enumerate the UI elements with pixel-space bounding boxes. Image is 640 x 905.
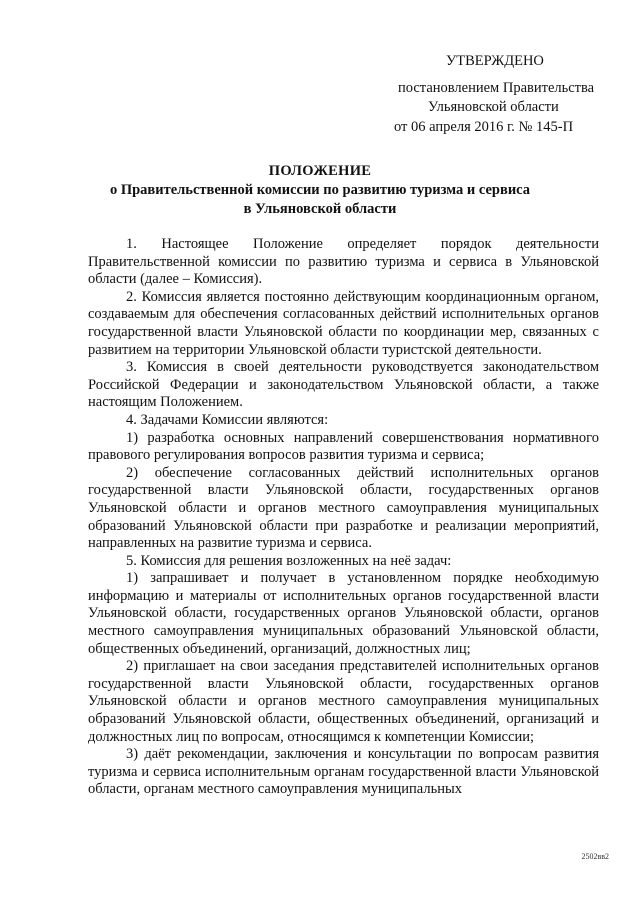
document-body xyxy=(88,236,599,799)
paragraph: 3) даёт рекомендации, заключения и консультации по вопросам развития туризма и сервиса исполнительным органам государственной власти Ульяновской области, органам местного самоуправления муниципальных xyxy=(88,746,599,798)
approval-line-1: постановлением Правительства xyxy=(398,80,595,96)
paragraph: 2) приглашает на свои заседания представителей исполнительных органов государственной власти Ульяновской области, государственных органов Ульяновской области и органов местного самоуправления муниципальных образований Ульяновской области, общественных объединений, организаций и должностных лиц по вопросам, относящимся к компетенции Комиссии; xyxy=(88,658,599,745)
footer-code: 2502вв2 xyxy=(581,852,609,861)
paragraph: 2) обеспечение согласованных действий исполнительных органов государственной власти Ульяновской области, государственных органов Ульяновской области и органов местного самоуправления муниципальных образований Ульяновской области при разработке и реализации мероприятий, направленных на развитие туризма и сервиса. xyxy=(88,464,599,552)
paragraph: 1) запрашивает и получает в установленном порядке необходимую информацию и материалы от исполнительных органов государственной власти Ульяновской области, государственных органов Ульяновской области, органов местного самоуправления муниципальных образований Ульяновской области, общественных объединений, организаций, должностных лиц; xyxy=(88,570,599,657)
paragraph: 2. Комиссия является постоянно действующим координационным органом, создаваемым для обеспечения согласованных действий исполнительных органов государственной власти Ульяновской области по координации мер, связанных с развитием на территории Ульяновской области туристской деятельности. xyxy=(88,288,599,358)
approved-label: УТВЕРЖДЕНО xyxy=(446,53,544,69)
paragraph: 1) разработка основных направлений совершенствования нормативного правового регулирования вопросов развития туризма и сервиса; xyxy=(88,429,599,464)
approval-line-2: Ульяновской области xyxy=(428,99,559,115)
title-line-1: о Правительственной комиссии по развитию туризма и сервиса xyxy=(109,182,531,198)
title-heading: ПОЛОЖЕНИЕ xyxy=(268,163,372,179)
paragraph: 3. Комиссия в своей деятельности руководствуется законодательством Российской Федерации и законодательством Ульяновской области, а также настоящим Положением. xyxy=(88,359,599,411)
paragraph: 1. Настоящее Положение определяет порядок деятельности Правительственной комиссии по развитию туризма и сервиса в Ульяновской области (далее – Комиссия). xyxy=(88,236,599,288)
paragraph: 5. Комиссия для решения возложенных на неё задач: xyxy=(126,552,452,569)
approval-line-3: от 06 апреля 2016 г. № 145-П xyxy=(394,119,574,135)
paragraph: 4. Задачами Комиссии являются: xyxy=(126,411,329,428)
document-title xyxy=(0,162,640,219)
title-line-2: в Ульяновской области xyxy=(243,201,397,217)
